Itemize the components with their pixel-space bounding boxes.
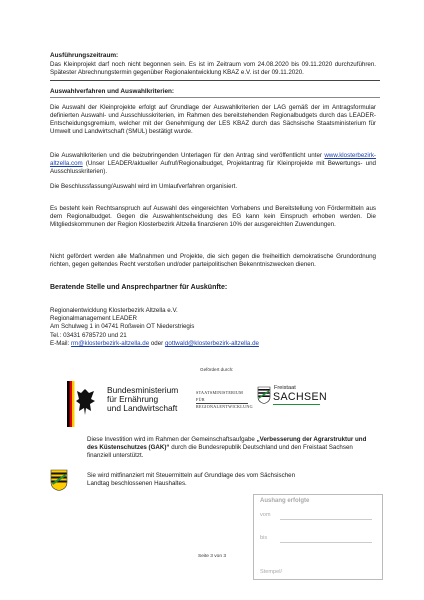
stamp-bis-label: bis: [260, 535, 268, 541]
aushang-stamp-box: [253, 494, 383, 580]
smr-line: STAATSMINISTERIUM FÜR: [196, 390, 248, 404]
email-link-rm[interactable]: rm@klosterbezirk-altzella.de: [70, 339, 150, 347]
stamp-vom-label: vom: [260, 512, 271, 518]
steuer-text: Sie wird mitfinanziert mit Steuermitteln auf Grundlage des vom Sächsischen Landtag beschlossenen Haushaltes.: [87, 472, 296, 487]
heading-ansprechpartner: Beratende Stelle und Ansprechpartner für Auskünfte:: [50, 284, 228, 291]
contact-org: Regionalentwicklung Klosterbezirk Altzella e.V.: [50, 307, 178, 314]
ausfuehrungszeitraum-text: Das Kleinprojekt darf noch nicht begonnen sein. Es ist im Zeitraum vom 24.08.2020 bis 09.11.2020 durchzuführen. Spätester Abrechnungstermin gegenüber Regionalentwicklung KBAZ e.V. ist der 09.11.2020.: [50, 61, 376, 76]
bundesadler-logo: [67, 381, 103, 427]
stamp-stempel-label: Stempel/: [260, 569, 283, 575]
divider: [50, 80, 380, 81]
contact-block: [50, 307, 259, 348]
gak-bold-text: „Verbesserung der Agrarstruktur und des Küstenschutzes (GAK)“: [87, 436, 367, 451]
text-segment: (Unser LEADER/aktueller Aufruf/Regionalbudget, Projektantrag für Kleinprojekte mit Bewertungs- und Ausschlusskriterien).: [50, 160, 376, 175]
bmel-line: für Ernährung: [107, 394, 159, 405]
gak-text: [87, 436, 377, 460]
text-segment: durch die Bundesrepublik Deutschland und den Freistaat Sachsen finanziell unterstützt.: [87, 444, 353, 459]
stamp-bis-line: [280, 542, 372, 543]
saxony-shield-icon: [257, 386, 271, 404]
auswahl-paragraph-1: Die Auswahl der Kleinprojekte erfolgt auf Grundlage der Auswahlkriterien der LAG gemäß der im Antragsformular definierten Auswahl- und Ausschlusskriterien, im Rahmen des bereitstehenden Regionalbudgets durch das LEADER-Entscheidungsgremium, welcher mit der Genehmigung der LES KBAZ durch das Sächsische Staatsministerium für Umwelt und Landwirtschaft (SMUL) bestätigt wurde.: [50, 104, 376, 135]
saxony-shield-icon: [50, 469, 68, 491]
text-segment: Diese Investition wird im Rahmen der Gemeinschaftsaufgabe: [87, 436, 257, 443]
freistaat-label: Freistaat: [274, 385, 296, 391]
stamp-title: Aushang erfolgte: [260, 498, 310, 504]
saxony-small-coat-of-arms: [50, 469, 68, 491]
text-segment: oder: [149, 339, 165, 347]
divider: [50, 97, 380, 98]
email-link-gottwald[interactable]: gottwald@klosterbezirk-altzella.de: [164, 339, 259, 347]
bmel-line: und Landwirtschaft: [107, 403, 178, 414]
contact-address: Am Schulweg 1 in 04741 Roßwein OT Niederstriegis: [50, 323, 195, 331]
text-segment: Die Auswahlkriterien und die beizubringenden Unterlagen für den Antrag sind veröffentlicht unter: [50, 152, 325, 159]
sachsen-underline: [273, 404, 320, 405]
bmel-logo-text: [107, 386, 178, 414]
sachsen-label: SACHSEN: [273, 391, 328, 403]
page-number: Seite 3 von 3: [198, 554, 227, 559]
auswahl-paragraph-3: Die Beschlussfassung/Auswahl wird im Umlaufverfahren organisiert.: [50, 183, 238, 190]
auswahl-paragraph-2: [50, 152, 376, 176]
eagle-icon: [67, 381, 103, 427]
heading-ausfuehrungszeitraum: Ausführungszeitraum:: [50, 52, 119, 59]
email-label: E-Mail:: [50, 339, 71, 347]
heading-auswahlverfahren: Auswahlverfahren und Auswahlkriterien:: [50, 88, 175, 95]
contact-phone: Tel.: 03431 6785720 und 21: [50, 331, 127, 339]
contact-department: Regionalmanagement LEADER: [50, 315, 138, 323]
contact-email-line: [50, 340, 259, 348]
gefoerdert-durch-label: Gefördert durch:: [200, 367, 234, 372]
saxony-coat-of-arms: [257, 386, 271, 404]
auswahl-paragraph-4: Es besteht kein Rechtsanspruch auf Auswahl des eingereichten Vorhabens und Bereitstellung von Fördermitteln aus dem Regionalbudget. Gegen die Auswahlentscheidung des EG kann kein Einspruch erhoben werden. Die Mitgliedskommunen der Region Klosterbezirk Altzella finanzieren 10% der ausgereichten Zuwendungen.: [50, 205, 376, 228]
bmel-line: Bundesministerium: [107, 385, 179, 395]
auswahl-paragraph-5: Nicht gefördert werden alle Maßnahmen und Projekte, die sich gegen die freiheitlich demokratische Grundordnung richten, gegen geltendes Recht verstoßen und/oder parteipolitischen Bekenntniszwecken dienen.: [50, 253, 376, 268]
stamp-vom-line: [280, 519, 372, 520]
smr-line: REGIONALENTWICKLUNG: [196, 404, 253, 410]
website-link[interactable]: www.klosterbezirk-altzella.com: [50, 152, 376, 167]
smr-logo: [196, 390, 253, 411]
